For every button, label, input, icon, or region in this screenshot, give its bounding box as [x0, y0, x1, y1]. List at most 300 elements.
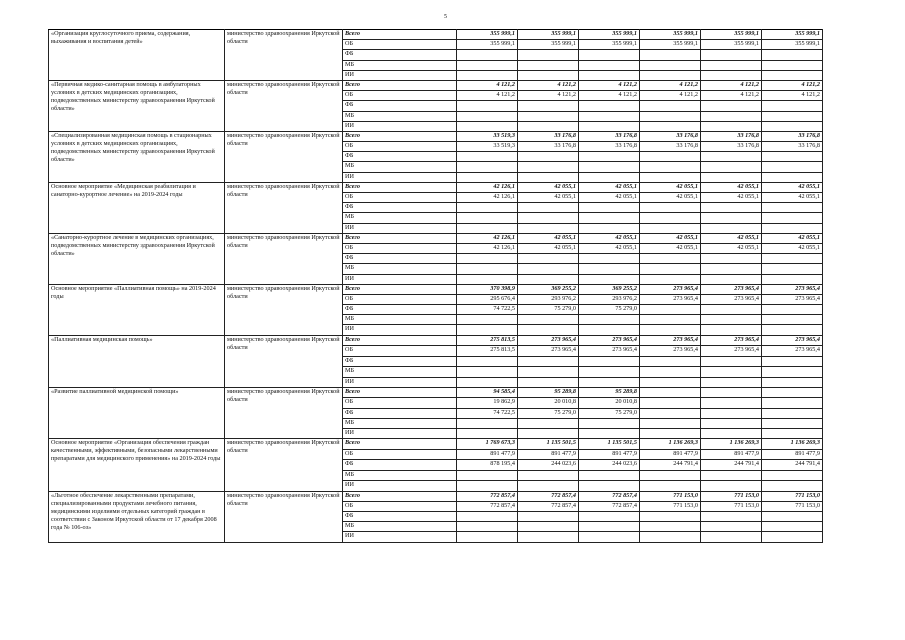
amount-cell: 75 279,0 — [579, 305, 640, 315]
amount-cell: 355 999,1 — [579, 30, 640, 40]
table-row — [49, 439, 823, 450]
amount-cell: 75 279,0 — [518, 408, 579, 418]
amount-cell — [762, 101, 823, 111]
amount-cell: 42 055,1 — [640, 193, 701, 203]
funding-source-cell: ИИ — [343, 532, 457, 542]
amount-cell — [762, 428, 823, 438]
amount-cell: 42 055,1 — [640, 243, 701, 253]
funding-source-cell: ФБ — [343, 101, 457, 111]
amount-cell — [579, 522, 640, 532]
funding-source-cell: ОБ — [343, 398, 457, 408]
amount-cell — [518, 213, 579, 223]
amount-cell — [640, 522, 701, 532]
amount-cell — [762, 264, 823, 274]
amount-cell: 273 965,4 — [640, 335, 701, 346]
amount-cell — [579, 377, 640, 388]
funding-source-cell: ОБ — [343, 40, 457, 50]
amount-cell: 33 176,8 — [762, 142, 823, 152]
amount-cell: 42 055,1 — [762, 193, 823, 203]
amount-cell — [518, 470, 579, 481]
amount-cell — [762, 213, 823, 223]
amount-cell: 33 519,3 — [457, 131, 518, 141]
amount-cell — [762, 223, 823, 233]
amount-cell — [518, 70, 579, 80]
executor-cell: министерство здравоохранения Иркутской области — [225, 335, 343, 388]
amount-cell — [762, 522, 823, 532]
funding-source-cell: ФБ — [343, 408, 457, 418]
amount-cell — [701, 356, 762, 367]
amount-cell: 42 055,1 — [518, 193, 579, 203]
amount-cell — [640, 428, 701, 438]
amount-cell — [640, 315, 701, 325]
amount-cell — [457, 254, 518, 264]
amount-cell — [518, 172, 579, 182]
amount-cell — [579, 60, 640, 70]
measure-name-cell: «Организация круглосуточного приема, содержания, выхаживания и воспитания детей» — [49, 30, 225, 81]
funding-source-cell: ИИ — [343, 121, 457, 131]
amount-cell: 275 813,5 — [457, 346, 518, 357]
amount-cell: 273 965,4 — [701, 346, 762, 357]
amount-cell: 293 976,2 — [579, 294, 640, 304]
executor-cell: министерство здравоохранения Иркутской области — [225, 491, 343, 542]
amount-cell: 772 857,4 — [579, 491, 640, 501]
amount-cell — [640, 305, 701, 315]
funding-source-cell: ОБ — [343, 91, 457, 101]
amount-cell: 42 126,1 — [457, 182, 518, 192]
amount-cell: 1 135 501,5 — [579, 439, 640, 450]
amount-cell — [701, 325, 762, 335]
amount-cell — [457, 111, 518, 121]
amount-cell — [457, 325, 518, 335]
amount-cell: 273 965,4 — [762, 294, 823, 304]
table-row — [49, 335, 823, 346]
amount-cell: 273 965,4 — [579, 335, 640, 346]
amount-cell — [518, 254, 579, 264]
amount-cell: 42 126,1 — [457, 243, 518, 253]
amount-cell — [457, 532, 518, 542]
amount-cell — [518, 152, 579, 162]
amount-cell: 75 279,0 — [518, 305, 579, 315]
amount-cell — [701, 315, 762, 325]
amount-cell — [762, 325, 823, 335]
amount-cell — [762, 172, 823, 182]
amount-cell: 33 519,3 — [457, 142, 518, 152]
amount-cell: 355 999,1 — [579, 40, 640, 50]
amount-cell — [457, 367, 518, 378]
amount-cell — [701, 532, 762, 542]
amount-cell: 772 857,4 — [518, 501, 579, 511]
executor-cell: министерство здравоохранения Иркутской области — [225, 439, 343, 492]
amount-cell: 273 965,4 — [701, 335, 762, 346]
amount-cell — [579, 101, 640, 111]
amount-cell: 273 965,4 — [701, 284, 762, 294]
amount-cell — [701, 223, 762, 233]
table-row — [49, 491, 823, 501]
amount-cell: 4 121,2 — [762, 80, 823, 90]
amount-cell: 33 176,8 — [579, 131, 640, 141]
amount-cell — [762, 305, 823, 315]
amount-cell — [640, 408, 701, 418]
amount-cell — [762, 377, 823, 388]
amount-cell — [762, 162, 823, 172]
amount-cell: 95 289,8 — [579, 388, 640, 398]
amount-cell: 33 176,8 — [640, 142, 701, 152]
amount-cell — [579, 532, 640, 542]
amount-cell — [579, 481, 640, 492]
measure-name-cell: «Развитие паллиативной медицинской помощи» — [49, 388, 225, 439]
amount-cell — [640, 60, 701, 70]
amount-cell — [457, 203, 518, 213]
funding-source-cell: Всего — [343, 131, 457, 141]
table-row — [49, 131, 823, 141]
amount-cell — [701, 60, 762, 70]
amount-cell — [640, 264, 701, 274]
measure-name-cell: «Льготное обеспечение лекарственными препаратами, специализированными продуктами лечебного питания, медицинскими изделиями отдельных категорий граждан в соответствии с Законом Иркутской области от 17 декабря 2008 года № 106-оз» — [49, 491, 225, 542]
amount-cell — [640, 213, 701, 223]
funding-source-cell: МБ — [343, 522, 457, 532]
amount-cell: 355 999,1 — [518, 30, 579, 40]
amount-cell: 4 121,2 — [457, 91, 518, 101]
amount-cell — [457, 70, 518, 80]
amount-cell — [762, 398, 823, 408]
funding-source-cell: МБ — [343, 162, 457, 172]
amount-cell: 355 999,1 — [762, 40, 823, 50]
amount-cell — [518, 203, 579, 213]
funding-source-cell: Всего — [343, 30, 457, 40]
amount-cell: 33 176,8 — [701, 131, 762, 141]
amount-cell — [701, 152, 762, 162]
amount-cell: 1 136 269,3 — [762, 439, 823, 450]
executor-cell: министерство здравоохранения Иркутской области — [225, 233, 343, 284]
amount-cell — [518, 481, 579, 492]
amount-cell — [579, 111, 640, 121]
amount-cell — [579, 254, 640, 264]
amount-cell: 370 398,9 — [457, 284, 518, 294]
amount-cell — [701, 481, 762, 492]
amount-cell — [762, 388, 823, 398]
amount-cell — [640, 203, 701, 213]
amount-cell: 33 176,8 — [701, 142, 762, 152]
amount-cell — [701, 50, 762, 60]
amount-cell: 891 477,9 — [762, 449, 823, 460]
amount-cell: 4 121,2 — [701, 80, 762, 90]
amount-cell: 244 023,6 — [579, 460, 640, 471]
amount-cell — [518, 223, 579, 233]
amount-cell: 355 999,1 — [640, 40, 701, 50]
amount-cell — [640, 152, 701, 162]
amount-cell — [579, 315, 640, 325]
funding-source-cell: ФБ — [343, 356, 457, 367]
funding-source-cell: ОБ — [343, 449, 457, 460]
amount-cell — [457, 377, 518, 388]
amount-cell — [457, 264, 518, 274]
amount-cell — [701, 511, 762, 521]
amount-cell: 772 857,4 — [518, 491, 579, 501]
amount-cell: 1 136 269,3 — [640, 439, 701, 450]
amount-cell: 4 121,2 — [579, 91, 640, 101]
amount-cell — [701, 264, 762, 274]
amount-cell — [457, 50, 518, 60]
amount-cell — [701, 418, 762, 428]
amount-cell — [762, 50, 823, 60]
amount-cell — [762, 70, 823, 80]
amount-cell — [579, 70, 640, 80]
amount-cell: 878 195,4 — [457, 460, 518, 471]
amount-cell: 772 857,4 — [579, 501, 640, 511]
amount-cell — [762, 356, 823, 367]
funding-source-cell: Всего — [343, 388, 457, 398]
amount-cell: 42 126,1 — [457, 233, 518, 243]
funding-source-cell: ОБ — [343, 294, 457, 304]
amount-cell: 33 176,8 — [518, 131, 579, 141]
measure-name-cell: «Санаторно-курортное лечение в медицинских организациях, подведомственных министерству здравоохранения Иркутской области» — [49, 233, 225, 284]
amount-cell — [762, 511, 823, 521]
amount-cell — [640, 111, 701, 121]
amount-cell — [762, 254, 823, 264]
measure-name-cell: Основное мероприятие «Паллиативная помощь» на 2019-2024 годы — [49, 284, 225, 335]
amount-cell — [640, 388, 701, 398]
amount-cell — [762, 481, 823, 492]
funding-source-cell: ИИ — [343, 428, 457, 438]
amount-cell — [579, 367, 640, 378]
amount-cell — [579, 152, 640, 162]
amount-cell: 891 477,9 — [457, 449, 518, 460]
amount-cell: 4 121,2 — [701, 91, 762, 101]
amount-cell: 295 676,4 — [457, 294, 518, 304]
amount-cell: 42 055,1 — [762, 243, 823, 253]
table-row — [49, 284, 823, 294]
amount-cell: 42 055,1 — [701, 193, 762, 203]
funding-source-cell: ИИ — [343, 325, 457, 335]
amount-cell — [518, 264, 579, 274]
amount-cell — [518, 428, 579, 438]
funding-source-cell: ИИ — [343, 377, 457, 388]
page-number: 5 — [444, 14, 447, 20]
amount-cell — [518, 377, 579, 388]
executor-cell: министерство здравоохранения Иркутской области — [225, 131, 343, 182]
amount-cell — [518, 522, 579, 532]
amount-cell — [701, 203, 762, 213]
amount-cell — [701, 70, 762, 80]
amount-cell — [701, 470, 762, 481]
amount-cell — [640, 101, 701, 111]
amount-cell — [457, 213, 518, 223]
amount-cell — [640, 418, 701, 428]
amount-cell — [640, 481, 701, 492]
amount-cell — [640, 398, 701, 408]
amount-cell: 244 791,4 — [762, 460, 823, 471]
table-row — [49, 80, 823, 90]
measure-name-cell: «Первичная медико-санитарная помощь в амбулаторных условиях в детских медицинских организациях, подведомственных министерству здравоохранения Иркутской области» — [49, 80, 225, 131]
amount-cell — [579, 470, 640, 481]
amount-cell — [701, 305, 762, 315]
amount-cell: 273 965,4 — [762, 284, 823, 294]
amount-cell — [762, 121, 823, 131]
amount-cell — [701, 398, 762, 408]
amount-cell: 891 477,9 — [701, 449, 762, 460]
amount-cell — [457, 511, 518, 521]
funding-source-cell: ФБ — [343, 460, 457, 471]
executor-cell: министерство здравоохранения Иркутской области — [225, 182, 343, 233]
amount-cell — [457, 60, 518, 70]
amount-cell — [457, 470, 518, 481]
amount-cell: 244 791,4 — [640, 460, 701, 471]
amount-cell: 42 055,1 — [640, 182, 701, 192]
funding-source-cell: МБ — [343, 111, 457, 121]
amount-cell — [640, 274, 701, 284]
funding-source-cell: ФБ — [343, 305, 457, 315]
amount-cell: 273 965,4 — [518, 335, 579, 346]
amount-cell: 273 965,4 — [762, 335, 823, 346]
amount-cell — [579, 50, 640, 60]
amount-cell: 891 477,9 — [640, 449, 701, 460]
amount-cell — [701, 274, 762, 284]
amount-cell — [701, 101, 762, 111]
funding-source-cell: МБ — [343, 470, 457, 481]
executor-cell: министерство здравоохранения Иркутской области — [225, 80, 343, 131]
amount-cell: 19 862,9 — [457, 398, 518, 408]
executor-cell: министерство здравоохранения Иркутской области — [225, 388, 343, 439]
amount-cell — [640, 121, 701, 131]
amount-cell — [518, 274, 579, 284]
amount-cell: 771 153,0 — [640, 491, 701, 501]
amount-cell: 33 176,8 — [518, 142, 579, 152]
funding-source-cell: ОБ — [343, 142, 457, 152]
amount-cell: 95 289,8 — [518, 388, 579, 398]
amount-cell: 355 999,1 — [701, 30, 762, 40]
amount-cell: 94 585,4 — [457, 388, 518, 398]
amount-cell: 273 965,4 — [640, 284, 701, 294]
amount-cell: 42 055,1 — [579, 233, 640, 243]
funding-source-cell: ОБ — [343, 346, 457, 357]
amount-cell: 1 769 673,3 — [457, 439, 518, 450]
funding-source-cell: Всего — [343, 182, 457, 192]
funding-source-cell: МБ — [343, 60, 457, 70]
amount-cell — [701, 522, 762, 532]
amount-cell: 771 153,0 — [762, 491, 823, 501]
amount-cell: 355 999,1 — [640, 30, 701, 40]
amount-cell: 772 857,4 — [457, 491, 518, 501]
funding-source-cell: Всего — [343, 284, 457, 294]
amount-cell — [518, 50, 579, 60]
funding-source-cell: Всего — [343, 80, 457, 90]
amount-cell: 20 010,8 — [518, 398, 579, 408]
amount-cell: 891 477,9 — [579, 449, 640, 460]
amount-cell — [518, 315, 579, 325]
table-row — [49, 388, 823, 398]
amount-cell: 1 135 501,5 — [518, 439, 579, 450]
amount-cell — [579, 511, 640, 521]
amount-cell — [457, 172, 518, 182]
amount-cell — [457, 274, 518, 284]
amount-cell — [640, 470, 701, 481]
amount-cell — [457, 315, 518, 325]
amount-cell — [457, 121, 518, 131]
amount-cell — [457, 522, 518, 532]
amount-cell — [579, 264, 640, 274]
amount-cell — [518, 325, 579, 335]
amount-cell — [518, 532, 579, 542]
amount-cell: 42 055,1 — [518, 182, 579, 192]
amount-cell: 244 791,4 — [701, 460, 762, 471]
amount-cell: 355 999,1 — [457, 30, 518, 40]
amount-cell — [640, 254, 701, 264]
funding-source-cell: Всего — [343, 491, 457, 501]
amount-cell — [640, 70, 701, 80]
amount-cell — [640, 325, 701, 335]
table-row — [49, 182, 823, 192]
amount-cell — [640, 377, 701, 388]
amount-cell: 42 126,1 — [457, 193, 518, 203]
amount-cell — [762, 274, 823, 284]
amount-cell — [762, 203, 823, 213]
amount-cell: 771 153,0 — [640, 501, 701, 511]
funding-source-cell: Всего — [343, 335, 457, 346]
amount-cell: 42 055,1 — [701, 233, 762, 243]
amount-cell — [640, 172, 701, 182]
amount-cell: 369 255,2 — [518, 284, 579, 294]
amount-cell — [518, 418, 579, 428]
amount-cell — [518, 111, 579, 121]
amount-cell — [579, 418, 640, 428]
amount-cell — [457, 356, 518, 367]
measure-name-cell: Основное мероприятие «Медицинская реабилитация и санаторно-курортное лечение» на 2019-2024 годы — [49, 182, 225, 233]
funding-source-cell: ИИ — [343, 70, 457, 80]
amount-cell: 4 121,2 — [518, 80, 579, 90]
amount-cell — [579, 325, 640, 335]
funding-source-cell: МБ — [343, 315, 457, 325]
amount-cell: 273 965,4 — [762, 346, 823, 357]
funding-source-cell: ФБ — [343, 203, 457, 213]
table-row — [49, 233, 823, 243]
amount-cell — [762, 418, 823, 428]
amount-cell: 33 176,8 — [579, 142, 640, 152]
funding-source-cell: МБ — [343, 367, 457, 378]
amount-cell: 771 153,0 — [762, 501, 823, 511]
amount-cell: 355 999,1 — [762, 30, 823, 40]
amount-cell — [579, 121, 640, 131]
amount-cell — [457, 101, 518, 111]
measure-name-cell: «Паллиативная медицинская помощь» — [49, 335, 225, 388]
funding-source-cell: Всего — [343, 233, 457, 243]
amount-cell: 42 055,1 — [701, 243, 762, 253]
funding-source-cell: ИИ — [343, 223, 457, 233]
budget-table — [48, 29, 823, 543]
table-row — [49, 30, 823, 40]
amount-cell: 273 965,4 — [640, 294, 701, 304]
amount-cell: 75 279,0 — [579, 408, 640, 418]
amount-cell: 42 055,1 — [762, 182, 823, 192]
amount-cell: 42 055,1 — [640, 233, 701, 243]
amount-cell — [762, 532, 823, 542]
amount-cell — [518, 162, 579, 172]
amount-cell — [701, 162, 762, 172]
amount-cell — [640, 356, 701, 367]
amount-cell — [701, 377, 762, 388]
amount-cell — [457, 162, 518, 172]
measure-name-cell: «Специализированная медицинская помощь в стационарных условиях в детских медицинских организациях, подведомственных министерству здравоохранения Иркутской области» — [49, 131, 225, 182]
amount-cell: 42 055,1 — [518, 243, 579, 253]
amount-cell: 42 055,1 — [762, 233, 823, 243]
amount-cell — [579, 203, 640, 213]
amount-cell: 355 999,1 — [518, 40, 579, 50]
amount-cell: 273 965,4 — [518, 346, 579, 357]
funding-source-cell: ИИ — [343, 172, 457, 182]
funding-source-cell: МБ — [343, 264, 457, 274]
amount-cell: 42 055,1 — [701, 182, 762, 192]
executor-cell: министерство здравоохранения Иркутской области — [225, 284, 343, 335]
amount-cell: 293 976,2 — [518, 294, 579, 304]
